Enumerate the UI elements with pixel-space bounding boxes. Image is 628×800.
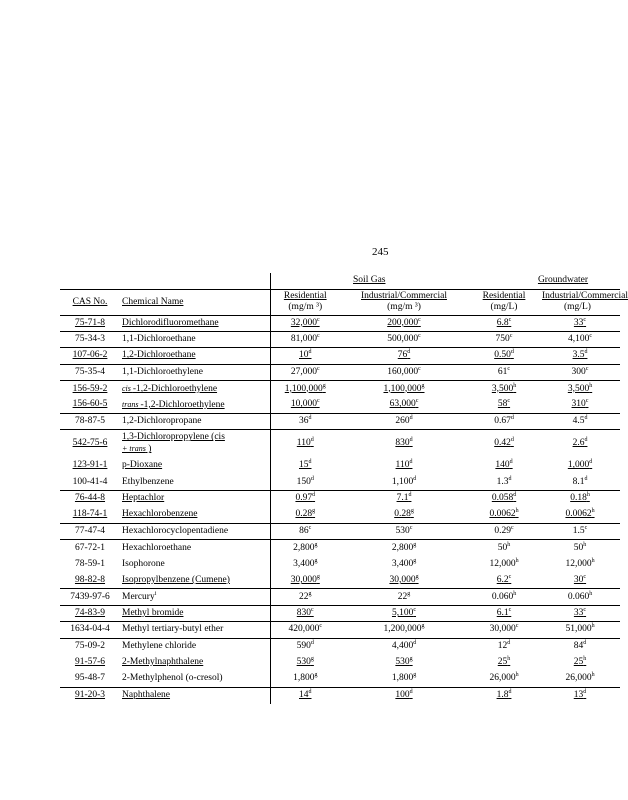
groundwater-industrial-note: c <box>583 316 587 323</box>
cas-number: 123-91-1 <box>72 460 108 471</box>
soil-gas-residential-note: g <box>314 557 318 564</box>
groundwater-industrial-value: 50$^h$ <box>573 541 587 553</box>
soil-gas-residential-value: 110$^d$ <box>296 437 314 449</box>
chemical-name: 1,1-Dichloroethane <box>120 331 270 347</box>
soil-gas-residential-value: 81,000$^c$ <box>290 332 320 345</box>
groundwater-residential-value: 6.1$^c$ <box>496 606 512 618</box>
cas-number: 91-57-6 <box>74 657 106 668</box>
soil-gas-industrial-note: c <box>418 332 421 339</box>
soil-gas-residential-note: g <box>312 508 316 515</box>
soil-gas-industrial-note: c <box>415 398 419 405</box>
table-row <box>60 654 620 670</box>
cas-number: 98-82-8 <box>74 574 106 585</box>
screening-levels-table <box>60 273 628 704</box>
cas-number: 91-20-3 <box>60 687 120 703</box>
chemical-name: Ethylbenzene <box>122 476 174 487</box>
groundwater-industrial-note: d <box>584 349 588 356</box>
soil-gas-residential-value: 86$^c$ <box>299 524 312 536</box>
groundwater-residential-note: h <box>515 508 519 515</box>
groundwater-residential-value: 0.060$^h$ <box>491 590 517 602</box>
cas-number: 78-87-5 <box>60 413 120 429</box>
soil-gas-residential-value: 0.28$^g$ <box>295 508 316 520</box>
soil-gas-industrial-note: d <box>413 475 417 482</box>
soil-gas-industrial-value: 7.1$^d$ <box>396 492 412 504</box>
soil-gas-residential-value: 1,100,000$^g$ <box>284 382 326 394</box>
groundwater-industrial-value: 33$^c$ <box>573 316 587 328</box>
groundwater-residential-value: 1.8$^d$ <box>496 688 512 701</box>
soil-gas-industrial-value: 4,400$^d$ <box>391 639 417 651</box>
soil-gas-residential-value: 14$^d$ <box>299 688 312 701</box>
soil-gas-industrial-note: d <box>413 639 417 646</box>
soil-gas-industrial-value: 160,000$^c$ <box>387 365 421 377</box>
cas-number: 118-74-1 <box>72 509 108 520</box>
groundwater-industrial-note: h <box>591 623 595 630</box>
soil-gas-residential-value: 530$^g$ <box>296 655 314 668</box>
soil-gas-industrial-note: c <box>418 365 421 372</box>
soil-gas-industrial-value: 260$^d$ <box>395 414 413 427</box>
groundwater-industrial-note: h <box>583 541 587 548</box>
cas-number: 156-59-2 <box>60 381 120 397</box>
soil-gas-industrial-note: c <box>413 606 417 613</box>
soil-gas-industrial-note: g <box>421 623 425 630</box>
chemical-name: Methylene chloride <box>120 638 270 654</box>
groundwater-industrial-note: h <box>589 382 593 389</box>
soil-gas-industrial-note: g <box>413 672 417 679</box>
table-row <box>60 687 620 703</box>
groundwater-industrial-note: d <box>583 688 587 695</box>
groundwater-industrial-value: 0.0062$^h$ <box>565 508 595 520</box>
groundwater-industrial-value: 51,000$^h$ <box>565 623 595 635</box>
cas-number: 77-47-4 <box>60 523 120 539</box>
groundwater-industrial-value: 0.060$^h$ <box>567 590 593 602</box>
groundwater-industrial-value: 8.1$^d$ <box>572 475 588 487</box>
cas-number: 75-71-8 <box>60 315 120 331</box>
groundwater-industrial-value: 2.6$^d$ <box>572 437 588 449</box>
soil-gas-industrial-value: 100$^d$ <box>395 688 413 701</box>
groundwater-industrial-value: 30$^c$ <box>573 573 587 585</box>
cas-number: 75-34-3 <box>60 331 120 347</box>
soil-gas-industrial-note: g <box>413 557 417 564</box>
soil-gas-industrial-value: 5,100$^c$ <box>391 606 417 618</box>
groundwater-industrial-value: 3,500$^h$ <box>567 382 593 394</box>
cas-number: 75-35-4 <box>60 364 120 380</box>
groundwater-industrial-value: 1.5$^c$ <box>572 524 588 536</box>
soil-gas-industrial-value: 1,100,000$^g$ <box>383 382 425 394</box>
groundwater-industrial-note: h <box>591 672 595 679</box>
cas-number: 100-41-4 <box>72 476 108 487</box>
page-number: 245 <box>372 246 389 258</box>
groundwater-residential-note: c <box>507 365 511 372</box>
chemical-name: Heptachlor <box>120 491 270 507</box>
cas-number: 156-60-5 <box>72 399 108 410</box>
groundwater-residential-value: 25$^h$ <box>497 655 511 668</box>
groundwater-industrial-value: 1,000$^d$ <box>567 459 593 471</box>
groundwater-group-header: Groundwater <box>537 275 589 286</box>
groundwater-residential-value: 12$^d$ <box>497 639 511 651</box>
table-row <box>60 364 620 380</box>
cas-number: 7439-97-6 <box>60 589 120 605</box>
table-row <box>60 622 620 638</box>
groundwater-industrial-value: 310$^c$ <box>571 398 589 410</box>
groundwater-residential-value: 61$^c$ <box>497 365 511 377</box>
chemical-name: Hexachloroethane <box>120 540 270 556</box>
chemical-name: 2-Methylphenol (o-cresol) <box>122 673 223 684</box>
table-row <box>60 589 620 605</box>
groundwater-residential-value: 26,000$^h$ <box>489 672 519 684</box>
soil-gas-industrial-note: d <box>409 414 413 421</box>
table-row <box>60 507 620 523</box>
groundwater-residential-note: c <box>508 573 512 580</box>
chemical-name: p-Dioxane <box>122 460 163 471</box>
soil-gas-residential-value: 3,400$^g$ <box>293 557 318 569</box>
groundwater-industrial-value: 13$^d$ <box>573 688 587 701</box>
groundwater-residential-value: 0.058$^d$ <box>491 492 517 504</box>
chemical-name: Methyl tertiary-butyl ether <box>120 622 270 638</box>
table-row <box>60 540 620 556</box>
groundwater-industrial-note: h <box>583 655 587 662</box>
groundwater-residential-value: 140$^d$ <box>495 459 513 471</box>
groundwater-residential-note: h <box>515 672 519 679</box>
chemical-name: Dichlorodifluoromethane <box>120 315 270 331</box>
soil-gas-industrial-note: g <box>413 541 417 548</box>
groundwater-residential-note: d <box>507 639 511 646</box>
groundwater-residential-note: h <box>507 655 511 662</box>
soil-gas-residential-note: c <box>308 524 312 531</box>
soil-gas-industrial-note: d <box>408 492 412 499</box>
soil-gas-residential-note: g <box>316 573 320 580</box>
cas-number: 1634-04-4 <box>60 622 120 638</box>
soil-gas-industrial-value: 2,800$^g$ <box>391 541 417 553</box>
groundwater-industrial-note: d <box>589 459 593 466</box>
groundwater-residential-note: c <box>510 524 514 531</box>
chemical-name: 1,2-Dichloroethane <box>120 348 270 364</box>
groundwater-residential-value: 0.29$^c$ <box>494 524 514 536</box>
groundwater-residential-note: c <box>507 398 511 405</box>
groundwater-residential-value: 3,500$^h$ <box>491 382 517 394</box>
groundwater-residential-note: d <box>510 349 514 356</box>
chemical-name: 1,2-Dichloropropane <box>120 413 270 429</box>
groundwater-residential-note: c <box>515 623 519 630</box>
groundwater-residential-value: 0.50$^d$ <box>494 349 514 361</box>
soil-gas-industrial-header: Industrial/Commercial (mg/m ³) <box>340 289 468 315</box>
soil-gas-industrial-note: c <box>418 316 421 323</box>
groundwater-industrial-value: 0.18$^h$ <box>570 492 590 504</box>
soil-gas-residential-note: d <box>308 414 312 421</box>
table-row <box>60 315 620 331</box>
groundwater-residential-value: 6.8$^c$ <box>496 316 512 328</box>
cas-number: 95-48-7 <box>74 673 106 684</box>
cas-number: 107-06-2 <box>60 348 120 364</box>
cas-number: 75-09-2 <box>60 638 120 654</box>
cas-number: 67-72-1 <box>60 540 120 556</box>
groundwater-industrial-value: 4.5$^d$ <box>572 414 588 427</box>
soil-gas-residential-note: g <box>308 590 312 597</box>
soil-gas-residential-value: 0.97$^d$ <box>295 492 316 504</box>
groundwater-residential-value: 0.0062$^h$ <box>489 508 519 520</box>
soil-gas-industrial-value: 500,000$^c$ <box>387 332 421 345</box>
soil-gas-industrial-value: 76$^d$ <box>397 349 411 361</box>
cas-number: 74-83-9 <box>60 605 120 621</box>
groundwater-industrial-note: c <box>583 606 587 613</box>
soil-gas-industrial-note: g <box>410 508 414 515</box>
table-row <box>60 491 620 507</box>
soil-gas-residential-value: 32,000$^c$ <box>290 316 320 328</box>
groundwater-residential-value: 0.67$^d$ <box>494 414 514 427</box>
soil-gas-industrial-value: 1,200,000$^g$ <box>383 623 425 635</box>
soil-gas-residential-value: 27,000$^c$ <box>290 365 320 377</box>
soil-gas-residential-note: d <box>312 492 316 499</box>
soil-gas-residential-note: g <box>314 672 318 679</box>
chemical-name: trans -1,2-Dichloroethylene <box>122 399 225 410</box>
table-row <box>60 474 620 490</box>
groundwater-residential-note: h <box>507 541 511 548</box>
table-row <box>60 605 620 621</box>
soil-gas-residential-value: 150$^d$ <box>296 475 314 487</box>
soil-gas-industrial-note: g <box>415 573 419 580</box>
soil-gas-industrial-value: 110$^d$ <box>395 459 413 471</box>
chemical-name: Naphthalene <box>120 687 270 703</box>
soil-gas-residential-value: 36$^d$ <box>299 414 312 427</box>
chemical-name: Hexachlorocyclopentadiene <box>120 523 270 539</box>
soil-gas-residential-note: c <box>316 332 320 339</box>
groundwater-residential-value: 50$^h$ <box>497 541 511 553</box>
groundwater-industrial-note: d <box>584 437 588 444</box>
table-row <box>60 430 620 458</box>
chemical-name: Isophorone <box>122 558 165 569</box>
groundwater-residential-note: d <box>510 414 514 421</box>
soil-gas-residential-value: 590$^d$ <box>296 639 314 651</box>
groundwater-residential-value: 6.2$^c$ <box>496 573 512 585</box>
soil-gas-residential-value: 420,000$^c$ <box>288 623 323 635</box>
groundwater-residential-note: d <box>510 437 514 444</box>
soil-gas-residential-note: d <box>308 459 312 466</box>
groundwater-residential-value: 12,000$^h$ <box>489 557 519 569</box>
chemical-name: Hexachlorobenzene <box>122 509 198 520</box>
table-row <box>60 556 620 572</box>
groundwater-industrial-value: 300$^c$ <box>571 365 589 377</box>
groundwater-industrial-value: 84$^d$ <box>573 639 587 651</box>
soil-gas-industrial-value: 200,000$^c$ <box>387 316 421 328</box>
groundwater-industrial-value: 3.5$^d$ <box>572 349 588 361</box>
groundwater-residential-value: 30,000$^c$ <box>489 623 519 635</box>
chemical-name: Mercury$^i$ <box>120 589 270 605</box>
groundwater-industrial-note: c <box>583 573 587 580</box>
cas-number: 76-44-8 <box>60 491 120 507</box>
cas-number: 542-75-6 <box>60 430 120 458</box>
chemical-column-header: Chemical Name <box>120 289 270 315</box>
table-row <box>60 348 620 364</box>
groundwater-residential-value: 1.3$^d$ <box>496 475 512 487</box>
table-row <box>60 397 620 413</box>
table-row <box>60 572 620 588</box>
groundwater-residential-note: c <box>508 606 512 613</box>
table-body <box>60 315 620 704</box>
groundwater-industrial-note: c <box>585 398 589 405</box>
groundwater-industrial-value: 4,100$^c$ <box>567 332 593 345</box>
soil-gas-residential-note: g <box>322 382 326 389</box>
chemical-name: cis -1,2-Dichloroethylene <box>120 381 270 397</box>
soil-gas-industrial-value: 3,400$^g$ <box>391 557 417 569</box>
groundwater-industrial-note: h <box>586 492 590 499</box>
groundwater-industrial-note: h <box>589 590 593 597</box>
soil-gas-residential-note: c <box>311 606 314 613</box>
groundwater-industrial-note: c <box>589 332 593 339</box>
soil-gas-residential-note: d <box>308 688 312 695</box>
soil-gas-residential-note: c <box>316 316 320 323</box>
soil-gas-residential-value: 1,800$^g$ <box>293 672 318 684</box>
groundwater-residential-value: 750$^c$ <box>495 332 513 345</box>
groundwater-residential-note: d <box>508 475 512 482</box>
table-row <box>60 331 620 347</box>
soil-gas-industrial-value: 830$^d$ <box>395 437 413 449</box>
soil-gas-industrial-value: 30,000$^g$ <box>389 573 419 585</box>
groundwater-industrial-note: c <box>585 365 589 372</box>
soil-gas-residential-value: 10,000$^c$ <box>290 398 320 410</box>
soil-gas-industrial-value: 530$^g$ <box>395 655 413 668</box>
soil-gas-industrial-value: 1,100$^d$ <box>391 475 417 487</box>
soil-gas-residential-note: c <box>316 398 320 405</box>
soil-gas-residential-note: g <box>314 541 318 548</box>
soil-gas-residential-note: d <box>310 475 314 482</box>
groundwater-industrial-value: 33$^c$ <box>573 606 587 618</box>
soil-gas-industrial-value: 0.28$^g$ <box>394 508 414 520</box>
soil-gas-residential-value: 830$^c$ <box>296 606 314 618</box>
soil-gas-industrial-value: 1,800$^g$ <box>391 672 417 684</box>
groundwater-residential-note: c <box>509 332 513 339</box>
chemical-name: Methyl bromide <box>120 605 270 621</box>
soil-gas-industrial-value: 530$^c$ <box>395 524 413 536</box>
groundwater-industrial-value: 25$^h$ <box>573 655 587 668</box>
soil-gas-residential-note: c <box>319 623 323 630</box>
table-row <box>60 671 620 687</box>
groundwater-residential-note: h <box>513 590 517 597</box>
soil-gas-residential-value: 15$^d$ <box>299 459 312 471</box>
cas-column-header: CAS No. <box>60 289 120 315</box>
soil-gas-industrial-note: d <box>409 437 413 444</box>
soil-gas-residential-value: 10$^d$ <box>299 349 312 361</box>
soil-gas-residential-note: d <box>308 349 312 356</box>
groundwater-industrial-value: 12,000$^h$ <box>565 557 595 569</box>
soil-gas-residential-note: d <box>310 437 314 444</box>
chemical-name: 1,1-Dichloroethylene <box>120 364 270 380</box>
soil-gas-industrial-note: g <box>409 655 413 662</box>
chemical-name: 2-Methylnaphthalene <box>122 657 204 668</box>
groundwater-residential-note: d <box>513 492 517 499</box>
soil-gas-residential-note: c <box>316 365 320 372</box>
cas-number: 78-59-1 <box>74 558 106 569</box>
groundwater-industrial-header: Industrial/Commercial (mg/L) <box>540 289 620 315</box>
table-row <box>60 381 620 397</box>
table-row <box>60 413 620 429</box>
soil-gas-industrial-note: g <box>421 382 425 389</box>
groundwater-industrial-note: d <box>583 639 587 646</box>
chemical-name: 1,3-Dichloropropylene (cis + trans ) <box>120 430 270 458</box>
groundwater-residential-value: 0.42$^d$ <box>494 437 514 449</box>
soil-gas-industrial-note: d <box>407 349 411 356</box>
soil-gas-industrial-note: d <box>409 688 413 695</box>
table-row <box>60 638 620 654</box>
soil-gas-industrial-value: 63,000$^c$ <box>389 398 419 410</box>
groundwater-residential-note: h <box>515 557 519 564</box>
groundwater-residential-note: h <box>513 382 517 389</box>
soil-gas-industrial-note: g <box>407 590 411 597</box>
table-row <box>60 523 620 539</box>
groundwater-industrial-value: 26,000$^h$ <box>565 672 595 684</box>
groundwater-industrial-note: d <box>584 414 588 421</box>
soil-gas-industrial-note: c <box>409 524 413 531</box>
groundwater-residential-note: d <box>509 459 513 466</box>
soil-gas-group-header: Soil Gas <box>270 273 468 289</box>
groundwater-residential-note: d <box>508 688 512 695</box>
soil-gas-industrial-value: 22$^g$ <box>397 590 411 602</box>
soil-gas-residential-note: d <box>310 639 314 646</box>
groundwater-residential-header: Residential (mg/L) <box>468 289 540 315</box>
groundwater-industrial-note: d <box>584 475 588 482</box>
soil-gas-residential-value: 2,800$^g$ <box>293 541 318 553</box>
chemical-name: Isopropylbenzene (Cumene) <box>122 574 230 585</box>
soil-gas-industrial-note: d <box>409 459 413 466</box>
groundwater-residential-note: c <box>508 316 512 323</box>
groundwater-industrial-note: h <box>591 557 595 564</box>
groundwater-industrial-note: h <box>591 508 595 515</box>
soil-gas-residential-note: g <box>310 655 314 662</box>
groundwater-industrial-note: c <box>584 524 588 531</box>
soil-gas-residential-value: 30,000$^g$ <box>290 573 320 585</box>
soil-gas-residential-header: Residential (mg/m ³) <box>270 289 340 315</box>
groundwater-residential-value: 58$^c$ <box>497 398 511 410</box>
table-row <box>60 458 620 474</box>
soil-gas-residential-value: 22$^g$ <box>299 590 312 602</box>
